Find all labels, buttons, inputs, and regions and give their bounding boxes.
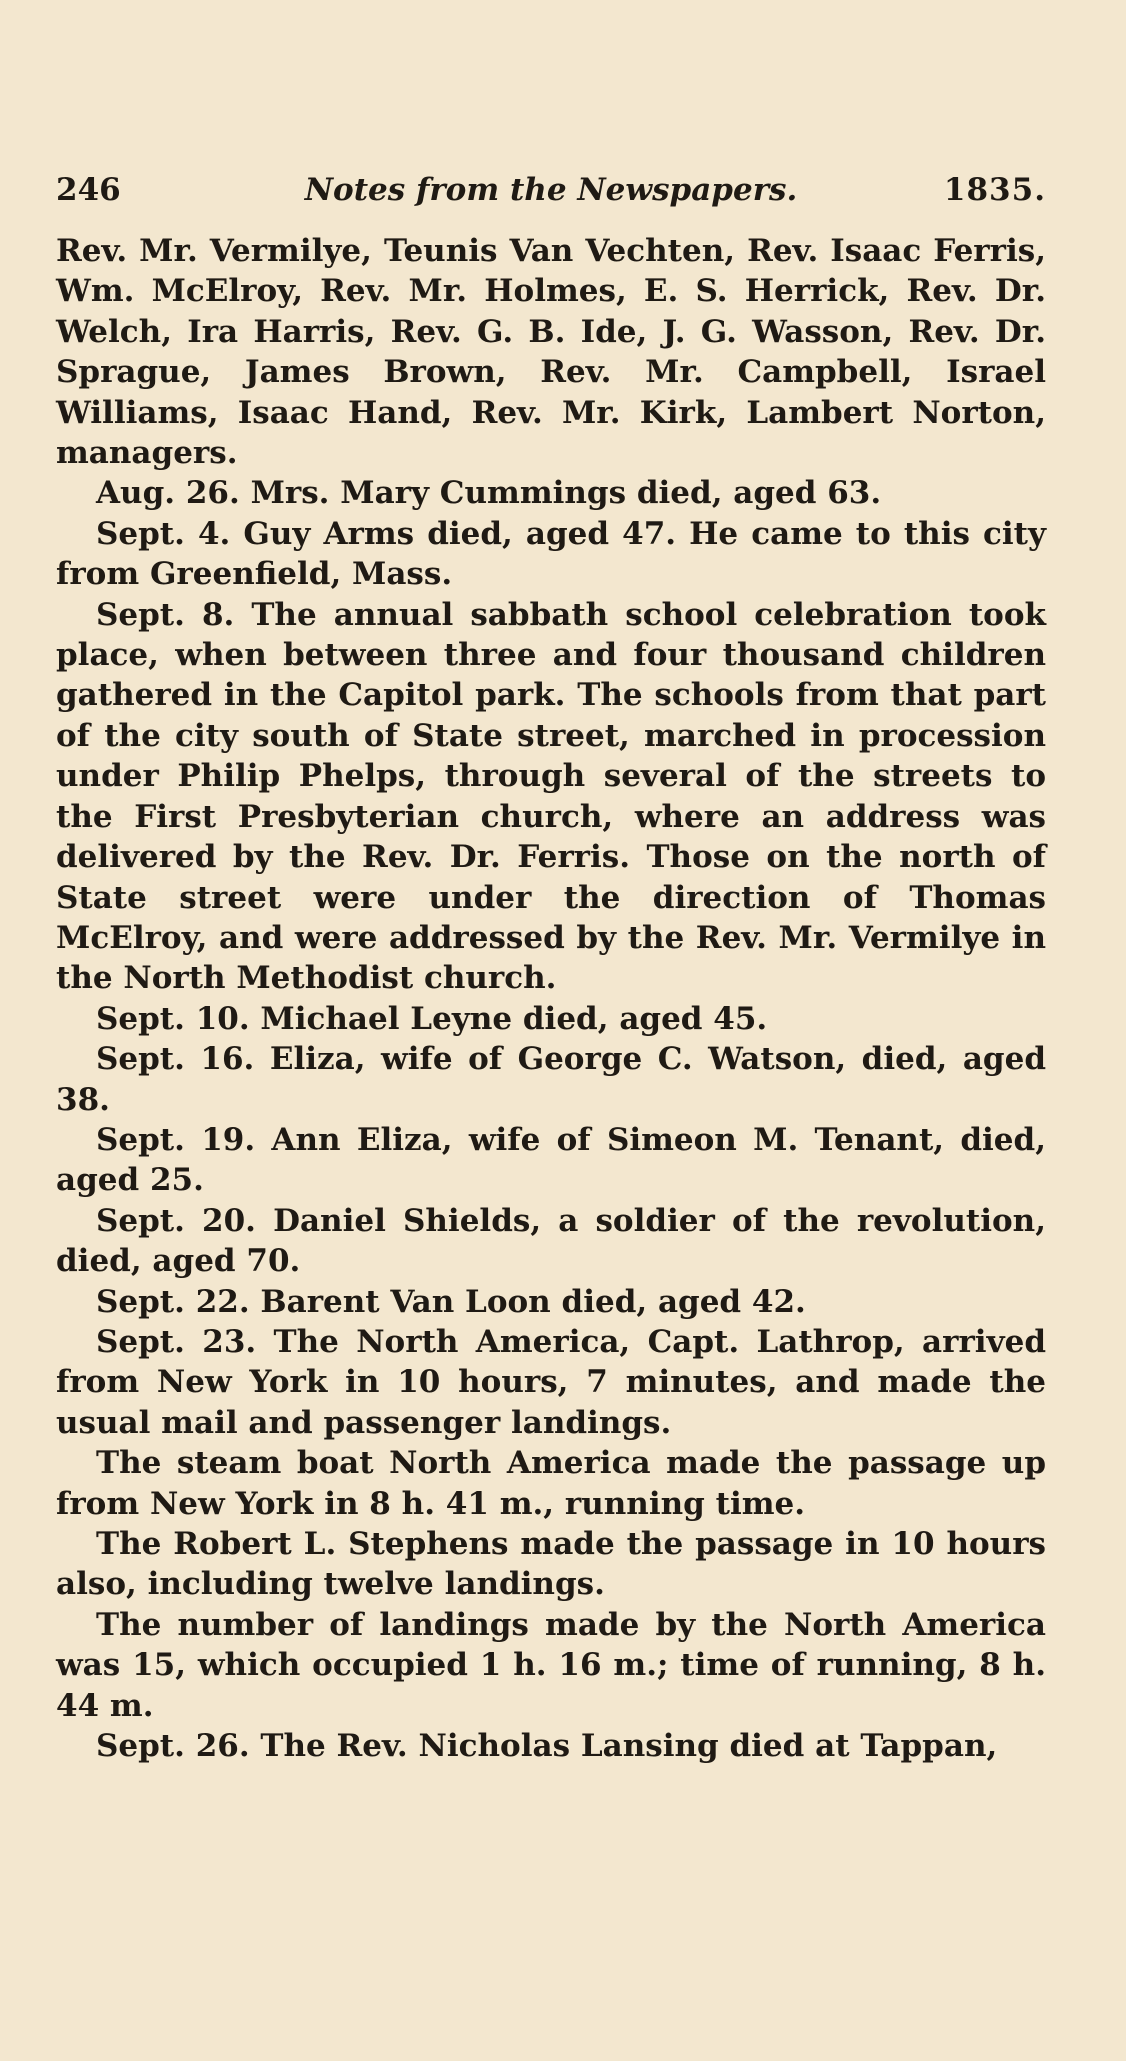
paragraph-number-of-landings: The number of landings made by the North America was 15, which occupied 1 h. 16 m.; time of running, 8 h. 44 m. [56,1606,1046,1724]
paragraph-aug-26: Aug. 26. Mrs. Mary Cummings died, aged 63. [96,475,882,512]
paragraph-sept-4: Sept. 4. Guy Arms died, aged 47. He came to this city from Greenfield, Mass. [56,515,1046,593]
paragraph-sept-19: Sept. 19. Ann Eliza, wife of Simeon M. Tenant, died, aged 25. [56,1121,1046,1199]
paragraph-sept-23: Sept. 23. The North America, Capt. Lathrop, arrived from New York in 10 hours, 7 minutes, and made the usual mail and passenger landings. [56,1323,1046,1441]
running-head [56,172,1046,222]
paragraph-sept-22: Sept. 22. Barent Van Loon died, aged 42. [96,1283,806,1320]
paragraph-sept-26: Sept. 26. The Rev. Nicholas Lansing died at Tappan, [96,1728,998,1765]
running-year: 1835. [943,172,1046,208]
paragraph-managers-list: Rev. Mr. Vermilye, Teunis Van Vechten, Rev. Isaac Ferris, Wm. McElroy, Rev. Mr. Holmes, E. S. Herrick, Rev. Dr. Welch, Ira Harris, Rev. G. B. Ide, J. G. Wasson, Rev. Dr. Sprague, James Brown, Rev. Mr. Campbell, Israel Williams, Isaac Hand, Rev. Mr. Kirk, Lambert Norton, managers. [56,233,1046,472]
paragraph-steam-boat-passage: The steam boat North America made the passage up from New York in 8 h. 41 m., running time. [56,1445,1046,1522]
body-text [56,231,1046,1766]
paragraph-robert-l-stephens: The Robert L. Stephens made the passage in 10 hours also, including twelve landings. [56,1526,1046,1603]
paragraph-sept-20: Sept. 20. Daniel Shields, a soldier of the revolution, died, aged 70. [56,1202,1046,1280]
paragraph-sept-10: Sept. 10. Michael Leyne died, aged 45. [96,1000,768,1037]
running-title: Notes from the Newspapers. [304,172,798,208]
paragraph-sept-16: Sept. 16. Eliza, wife of George C. Watson, died, aged 38. [56,1041,1046,1118]
page-number: 246 [56,172,121,208]
paragraph-sept-8: Sept. 8. The annual sabbath school celebration took place, when between three and four thousand children gathered in the Capitol park. The schools from that part of the city south of State street, marched in procession under Philip Phelps, through several of the streets to the First Presbyterian church, where an address was delivered by the Rev. Dr. Ferris. Those on the north of State street were under the direction of Thomas McElroy, and were addressed by the Rev. Mr. Vermilye in the North Methodist church. [56,596,1046,997]
